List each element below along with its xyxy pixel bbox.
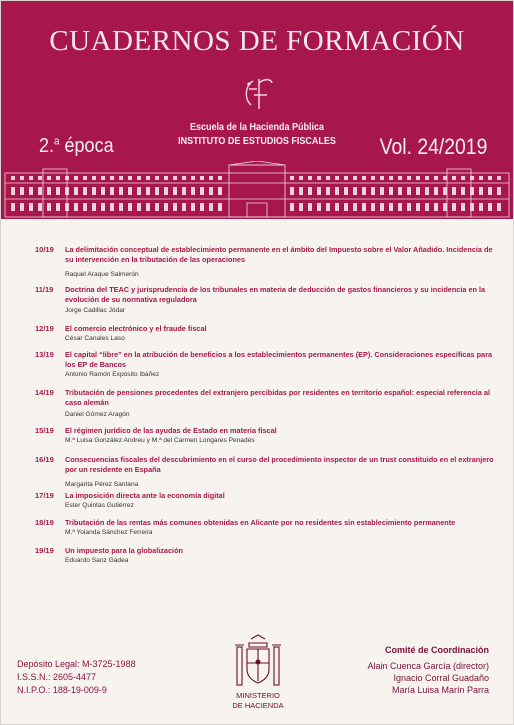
nipo: N.I.P.O.: 188-19-009-9: [17, 685, 107, 695]
toc-entry-number: 17/19: [35, 491, 54, 500]
deposito-legal: Depósito Legal: M-3725-1988: [17, 659, 136, 669]
spain-coat-of-arms-icon: [231, 633, 285, 693]
toc-entry-author: M.ª Yolanda Sánchez Ferreira: [65, 529, 153, 536]
toc-entry-title: El capital “libre” en la atribución de beneficios a los establecimientos permanentes (EP). Consideraciones específicas para los EP de Bancos: [65, 350, 493, 369]
toc-entry-author: Eduardo Sanz Gadea: [65, 557, 129, 564]
toc-entry-title: Consecuencias fiscales del descubrimiento en el curso del procedimiento inspector de un trust constituido en el extranjero por un residente en España: [65, 455, 494, 474]
epoca-ordinal: a: [54, 135, 60, 148]
cover-header: [1, 1, 513, 219]
toc-entry-author: Margarita Pérez Santana: [65, 481, 139, 488]
toc-entry-author: M.ª Luisa González Andreu y M.ª del Carmen Longares Penadés: [65, 437, 255, 444]
volume-label: Vol. 24/2019: [379, 134, 487, 159]
toc-entry-number: 14/19: [35, 388, 54, 397]
committee-title: Comité de Coordinación: [384, 645, 489, 655]
toc-entry-title: Tributación de pensiones procedentes del extranjero percibidas por residentes en territorio español: especial referencia al caso alemán: [65, 388, 490, 407]
toc-entry-title: El comercio electrónico y el fraude fiscal: [65, 324, 207, 333]
toc-entry-number: 16/19: [35, 455, 54, 464]
issn: I.S.S.N.: 2605-4477: [17, 672, 97, 682]
toc-entry-title: Un impuesto para la globalización: [65, 546, 183, 555]
series-title: CUADERNOS DE FORMACIÓN: [49, 25, 465, 57]
toc-entry-title: Doctrina del TEAC y jurisprudencia de los tribunales en materia de deducción de gastos financieros y su incidencia en la evolución de su normativa reguladora: [65, 285, 486, 304]
ministry-line-2: DE HACIENDA: [232, 701, 284, 710]
toc-entry-title: La delimitación conceptual de establecimiento permanente en el ámbito del Impuesto sobre el Valor Añadido. Incidencia de su intervención en la tributación de las operaciones: [65, 245, 493, 264]
toc-entry-author: Jorge Cadillac Jódar: [65, 307, 126, 314]
publication-info: [17, 658, 136, 697]
toc-entry-number: 10/19: [35, 245, 54, 254]
toc-entry-author: Raquel Araque Salmerón: [65, 271, 139, 278]
toc-entry-author: Ester Quintas Gutiérrez: [65, 502, 134, 509]
epoca-word: época: [64, 135, 114, 157]
toc-entry-author: César Canales Laso: [65, 335, 125, 342]
epoca-number: 2.: [39, 135, 55, 157]
toc-entry-number: 11/19: [35, 285, 54, 294]
ief-logo-icon: [237, 75, 279, 115]
coordination-committee: [367, 644, 489, 696]
school-line-2: INSTITUTO DE ESTUDIOS FISCALES: [178, 136, 336, 147]
committee-member: Ignacio Corral Guadaño: [393, 673, 489, 683]
toc-entry-number: 18/19: [35, 518, 54, 527]
ministry-name: [215, 691, 301, 711]
committee-member: María Luisa Marín Parra: [391, 685, 489, 695]
building-facade-illustration: [3, 161, 511, 219]
toc-entry-number: 12/19: [35, 324, 54, 333]
toc-entry-number: 13/19: [35, 350, 54, 359]
toc-entry-title: El régimen jurídico de las ayudas de Estado en materia fiscal: [65, 426, 277, 435]
school-line-1: Escuela de la Hacienda Pública: [189, 122, 325, 133]
toc-entry-title: Tributación de las rentas más comunes obtenidas en Alicante por no residentes sin establecimiento permanente: [65, 518, 456, 527]
committee-member: Alain Cuenca García (director): [367, 661, 489, 671]
epoca-label: [39, 135, 114, 158]
toc-entry-number: 19/19: [35, 546, 54, 555]
ministry-line-1: MINISTERIO: [236, 691, 280, 700]
toc-entry-author: Antonio Ramón Expósito Ibáñez: [65, 371, 160, 378]
toc-entry-author: Daniel Gómez Aragón: [65, 411, 130, 418]
toc-entry-title: La imposición directa ante la economía digital: [65, 491, 225, 500]
toc-entry-number: 15/19: [35, 426, 54, 435]
